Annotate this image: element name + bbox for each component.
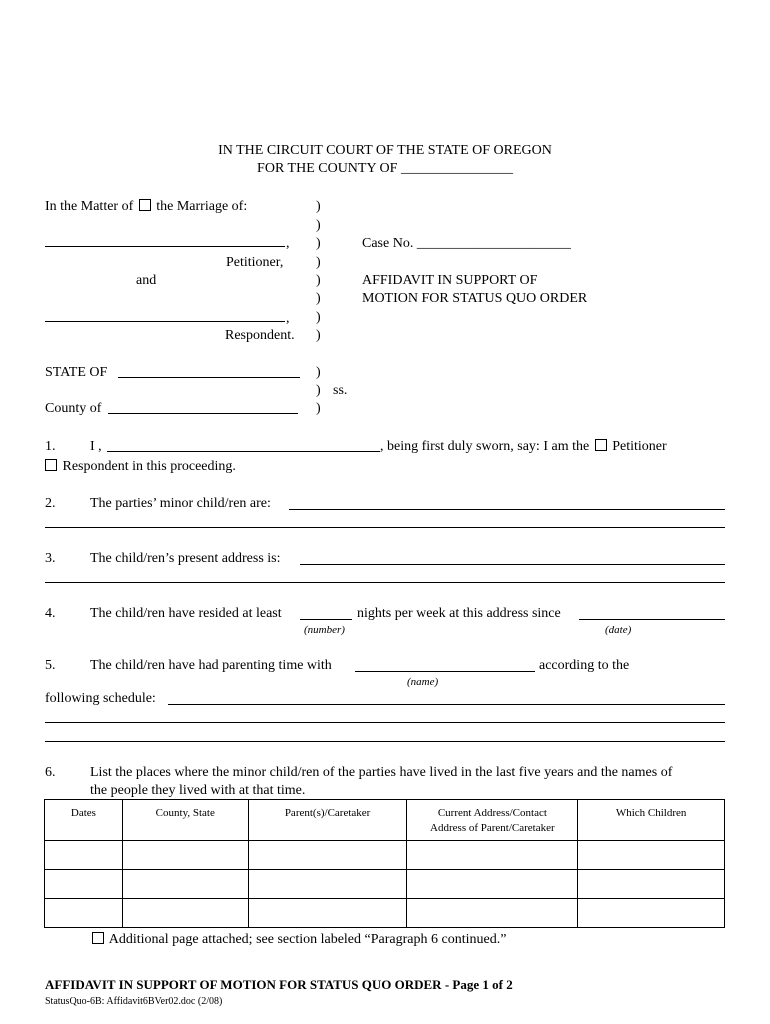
additional-page-line [92,931,506,948]
date-hint: (date) [605,624,632,636]
caption-paren: ) [316,273,321,288]
name-hint: (name) [407,676,439,688]
county-label: County of [45,401,102,416]
header-current-address-line1: Current Address/Contact [437,807,547,819]
petitioner-comma: , [286,236,290,251]
item-1-number: 1. [45,439,56,454]
since-date-line[interactable] [579,619,725,620]
number-hint: (number) [304,624,345,636]
caption-paren: ) [316,236,321,251]
table-cell[interactable] [407,870,578,899]
table-cell[interactable] [578,870,725,899]
schedule-line-1[interactable] [168,704,725,705]
item-4-middle: nights per week at this address since [357,606,561,621]
matter-line [45,198,247,215]
item-3-text: The child/ren’s present address is: [90,551,281,566]
additional-page-checkbox[interactable] [92,932,104,944]
schedule-line-3[interactable] [45,741,725,742]
caption-paren: ) [316,328,321,343]
petitioner-label: Petitioner, [226,255,284,270]
table-cell[interactable] [248,899,407,928]
item-5-suffix: according to the [539,658,630,673]
court-header-line2: FOR THE COUNTY OF ________________ [257,161,513,176]
table-row [45,870,725,899]
parenting-name-line[interactable] [355,671,535,672]
item-6-number: 6. [45,765,56,780]
table-cell[interactable] [122,841,248,870]
item-6-line2: the people they lived with at that time. [90,783,306,798]
petitioner-checkbox[interactable] [595,439,607,451]
item-1-petitioner: Petitioner [612,439,667,454]
and-label: and [136,273,157,288]
marriage-checkbox[interactable] [139,199,151,211]
item-1-respondent: Respondent in this proceeding. [62,459,236,474]
table-cell[interactable] [45,870,123,899]
ss-label: ss. [333,383,348,398]
footer-subtitle: StatusQuo-6B: Affidavit6BVer02.doc (2/08) [45,996,223,1007]
item-5-prefix: The child/ren have had parenting time with [90,658,332,673]
caption-paren: ) [316,291,321,306]
nights-number-line[interactable] [300,619,352,620]
header-current-address-line2: Address of Parent/Caretaker [430,822,555,834]
item-2-text: The parties’ minor child/ren are: [90,496,271,511]
item-1-prefix: I , [90,439,102,454]
caption-paren: ) [316,310,321,325]
item-4-number: 4. [45,606,56,621]
table-cell[interactable] [578,841,725,870]
matter-suffix: the Marriage of: [156,199,248,214]
venue-paren: ) [316,383,321,398]
children-line-2[interactable] [45,527,725,528]
table-header-row [45,800,725,841]
case-number[interactable]: Case No. ______________________ [362,236,571,251]
matter-prefix: In the Matter of [45,199,134,214]
table-row [45,841,725,870]
table-cell[interactable] [407,899,578,928]
state-line[interactable] [118,377,300,378]
following-schedule: following schedule: [45,691,156,706]
table-row [45,899,725,928]
header-county-state: County, State [122,800,248,841]
address-line-2[interactable] [45,582,725,583]
children-line-1[interactable] [289,509,725,510]
residence-table [44,799,725,928]
table-cell[interactable] [578,899,725,928]
item-5-number: 5. [45,658,56,673]
caption-paren: ) [316,199,321,214]
schedule-line-2[interactable] [45,722,725,723]
header-which-children: Which Children [578,800,725,841]
venue-paren: ) [316,401,321,416]
footer-title: AFFIDAVIT IN SUPPORT OF MOTION FOR STATUS QUO ORDER - Page 1 of 2 [45,977,513,992]
item-1-middle [380,438,667,455]
table-cell[interactable] [45,899,123,928]
respondent-comma: , [286,311,290,326]
item-3-number: 3. [45,551,56,566]
caption-paren: ) [316,218,321,233]
table-cell[interactable] [122,899,248,928]
document-title-line2: MOTION FOR STATUS QUO ORDER [362,291,588,306]
item-1-middle-text: , being first duly sworn, say: I am the [380,439,590,454]
respondent-checkbox[interactable] [45,459,57,471]
caption-paren: ) [316,255,321,270]
respondent-label: Respondent. [225,328,295,343]
additional-page-text: Additional page attached; see section labeled “Paragraph 6 continued.” [108,932,507,947]
table-cell[interactable] [45,841,123,870]
county-line[interactable] [108,413,298,414]
item-2-number: 2. [45,496,56,511]
item-1-line2 [45,458,236,475]
header-parents-caretaker: Parent(s)/Caretaker [248,800,407,841]
table-cell[interactable] [248,870,407,899]
petitioner-name-line[interactable] [45,246,285,247]
address-line-1[interactable] [300,564,725,565]
header-dates: Dates [45,800,123,841]
state-label: STATE OF [45,365,108,380]
table-cell[interactable] [122,870,248,899]
document-title-line1: AFFIDAVIT IN SUPPORT OF [362,273,538,288]
court-header-line1: IN THE CIRCUIT COURT OF THE STATE OF OREGON [218,143,552,158]
table-cell[interactable] [407,841,578,870]
header-current-address [407,800,578,841]
item-6-line1: List the places where the minor child/ren of the parties have lived in the last five years and the names of [90,765,673,780]
item-4-prefix: The child/ren have resided at least [90,606,282,621]
venue-paren: ) [316,365,321,380]
respondent-name-line[interactable] [45,321,285,322]
affiant-name-line[interactable] [107,451,380,452]
table-cell[interactable] [248,841,407,870]
